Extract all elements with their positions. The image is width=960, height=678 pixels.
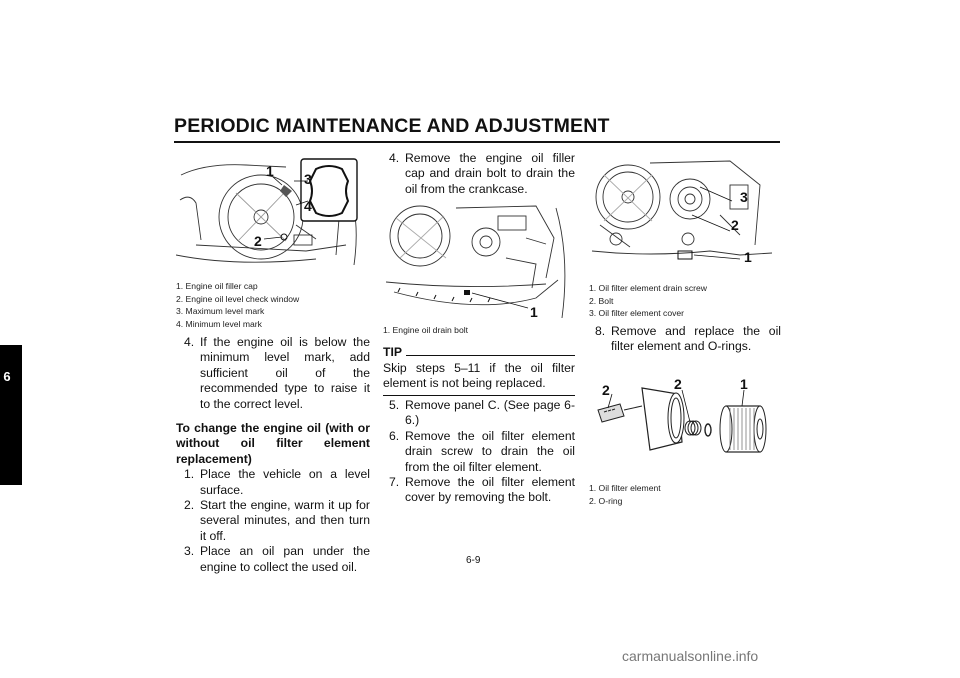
callout-2: 2 [602, 382, 610, 398]
callout-3: 3 [304, 171, 312, 187]
callout-2: 2 [674, 376, 682, 392]
step-item [184, 544, 370, 575]
tip-text: Skip steps 5–11 if the oil filter element is not being replaced. [383, 361, 575, 391]
column-1-text [176, 335, 370, 575]
tip-rule [406, 355, 575, 356]
caption-item: 1. Oil filter element drain screw [589, 283, 707, 293]
oil-filter-element-illustration [590, 372, 780, 472]
caption-item: 2. Bolt [589, 295, 614, 306]
step-text: Remove panel C. (See page 6-6.) [405, 398, 575, 428]
step-item [389, 151, 575, 197]
figure-caption-list [589, 482, 781, 507]
page-title: PERIODIC MAINTENANCE AND ADJUSTMENT [174, 115, 610, 137]
callout-1: 1 [740, 376, 748, 392]
step-item [389, 475, 575, 506]
step-item [184, 467, 370, 498]
callout-3: 3 [740, 189, 748, 205]
step-text: Remove and replace the oil filter element and O-rings. [611, 324, 781, 354]
header-rule [174, 141, 780, 143]
caption-item: 2. O-ring [589, 495, 623, 506]
step-text: Place an oil pan under the engine to collect the used oil. [200, 544, 370, 574]
step-item [184, 335, 370, 412]
step-number: 1. [184, 467, 195, 482]
figure-caption-list [589, 282, 781, 320]
step-item [389, 398, 575, 429]
caption-item: 1. Oil filter element [589, 483, 661, 493]
step-text: Remove the oil filter element cover by removing the bolt. [405, 475, 575, 505]
caption-item: 1. Engine oil drain bolt [383, 325, 469, 335]
callout-2: 2 [254, 233, 262, 249]
figure-caption-list [176, 280, 371, 330]
callout-1: 1 [744, 249, 752, 265]
engine-oil-level-illustration [176, 155, 366, 273]
section-heading: To change the engine oil (with or without oil filter element replacement) [176, 421, 370, 466]
step-number: 5. [389, 398, 400, 412]
step-item [184, 498, 370, 544]
callout-1: 1 [530, 304, 538, 320]
column-3-step [589, 324, 781, 355]
step-item [595, 324, 781, 355]
callout-2: 2 [731, 217, 739, 233]
step-item [389, 429, 575, 475]
caption-item: 4. Minimum level mark [176, 318, 262, 329]
column-2-steps [383, 398, 575, 506]
step-number: 6. [389, 428, 400, 443]
caption-item: 3. Maximum level mark [176, 306, 265, 317]
step-number: 8. [595, 324, 606, 338]
callout-4: 4 [304, 198, 312, 214]
chapter-tab-number: 6 [3, 369, 11, 384]
drain-bolt-illustration [386, 198, 576, 320]
caption-item: 1. Engine oil filler cap [176, 281, 258, 291]
step-number: 4. [184, 335, 195, 349]
step-text: Place the vehicle on a level surface. [200, 467, 370, 497]
callout-1: 1 [266, 163, 274, 179]
tip-box [383, 345, 575, 396]
caption-item: 2. Engine oil level check window [176, 293, 300, 304]
caption-item: 3. Oil filter element cover [589, 308, 685, 319]
tip-label: TIP [383, 345, 402, 359]
step-text: Remove the oil filter element drain screw to drain the oil from the oil filter element. [405, 428, 575, 474]
figure-caption-list [383, 324, 575, 337]
step-number: 3. [184, 544, 195, 559]
step-number: 4. [389, 151, 400, 165]
step-number: 2. [184, 498, 195, 513]
step-number: 7. [389, 475, 400, 490]
watermark: carmanualsonline.info [622, 648, 759, 664]
step-text: Remove the engine oil filler cap and drain bolt to drain the oil from the crankcase. [405, 151, 575, 196]
step-text: Start the engine, warm it up for several minutes, and then turn it off. [200, 498, 370, 543]
oil-filter-cover-illustration [590, 155, 780, 277]
page-number: 6-9 [466, 555, 481, 566]
step-text: If the engine oil is below the minimum level mark, add sufficient oil of the recommended type to raise it to the correct level. [200, 335, 370, 411]
chapter-tab [0, 345, 22, 485]
tip-rule [383, 395, 575, 396]
column-2-intro [383, 151, 575, 197]
